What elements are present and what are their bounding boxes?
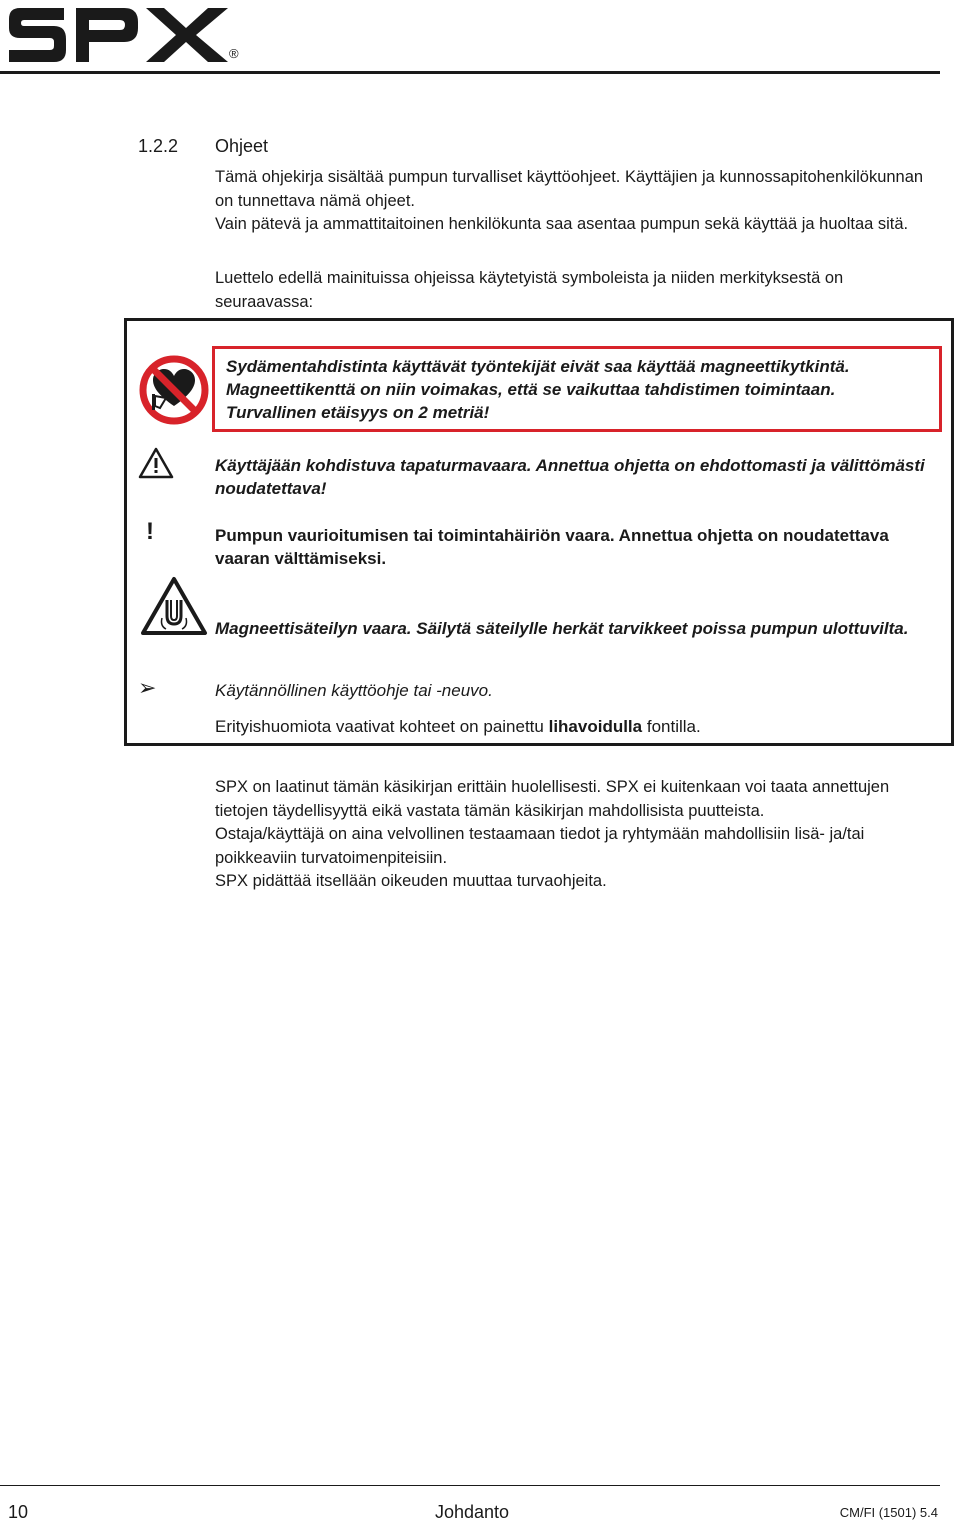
header-rule: [0, 71, 940, 74]
intro-paragraph-2: Vain pätevä ja ammattitaitoinen henkilökunta saa asentaa pumpun sekä käyttää ja huoltaa sitä.: [215, 215, 909, 233]
emphasis-note-bold: lihavoidulla: [548, 717, 643, 736]
emphasis-note-pre: Erityishuomiota vaativat kohteet on painettu: [215, 717, 549, 736]
section-title: Ohjeet: [215, 136, 269, 156]
warning-text: Käyttäjään kohdistuva tapaturmavaara. Annettua ohjetta on ehdottomasti ja välittömästi noudatettava!: [215, 456, 925, 498]
section-number: 1.2.2: [138, 136, 179, 156]
tip-arrow-icon: ➢: [138, 675, 157, 700]
disclaimer-paragraph-3: SPX pidättää itsellään oikeuden muuttaa turvaohjeita.: [215, 872, 607, 890]
disclaimer-paragraph-1: SPX on laatinut tämän käsikirjan erittäin huolellisesti. SPX ei kuitenkaan voi taata annettujen tietojen täydellisyyttä eikä vastata tämän käsikirjan mahdollisista puutteista.: [215, 778, 890, 820]
emphasis-note-post: fontilla.: [642, 717, 701, 736]
caution-mark: !: [146, 518, 154, 545]
footer-rule: [0, 1485, 940, 1486]
disclaimer-paragraph-2: Ostaja/käyttäjä on aina velvollinen testaamaan tiedot ja ryhtymään mahdollisiin lisä- ja/tai poikkeaviin turvatoimenpiteisiin.: [215, 825, 865, 867]
spx-logo: [6, 2, 242, 64]
tip-text: Käytännöllinen käyttöohje tai -neuvo.: [215, 681, 493, 700]
emphasis-note: [215, 715, 945, 738]
registered-mark: ®: [229, 46, 239, 61]
intro-paragraph-1: Tämä ohjekirja sisältää pumpun turvalliset käyttöohjeet. Käyttäjien ja kunnossapitohenkilökunnan on tunnettava nämä ohjeet.: [215, 168, 924, 210]
chapter-name: Johdanto: [435, 1502, 510, 1522]
caution-text: Pumpun vaurioitumisen tai toimintahäiriön vaara. Annettua ohjetta on noudatettava vaaran välttämiseksi.: [215, 526, 889, 568]
no-pacemaker-icon: [138, 354, 210, 426]
document-code: CM/FI (1501) 5.4: [839, 1505, 938, 1520]
intro-paragraph-3: Luettelo edellä mainituissa ohjeissa käytetyistä symboleista ja niiden merkityksestä on seuraavassa:: [215, 269, 844, 311]
page-number: 10: [8, 1502, 29, 1522]
magnetic-field-warning-icon: [140, 576, 208, 636]
warning-triangle-icon: [138, 447, 174, 479]
pacemaker-warning-text: Sydämentahdistinta käyttävät työntekijät eivät saa käyttää magneettikytkintä. Magneettikenttä on niin voimakas, että se vaikuttaa tahdistimen toimintaan. Turvallinen etäisyys on 2 metriä!: [226, 357, 850, 422]
magnetic-warning-text: Magneettisäteilyn vaara. Säilytä säteilylle herkät tarvikkeet poissa pumpun ulottuvilta.: [215, 619, 909, 638]
